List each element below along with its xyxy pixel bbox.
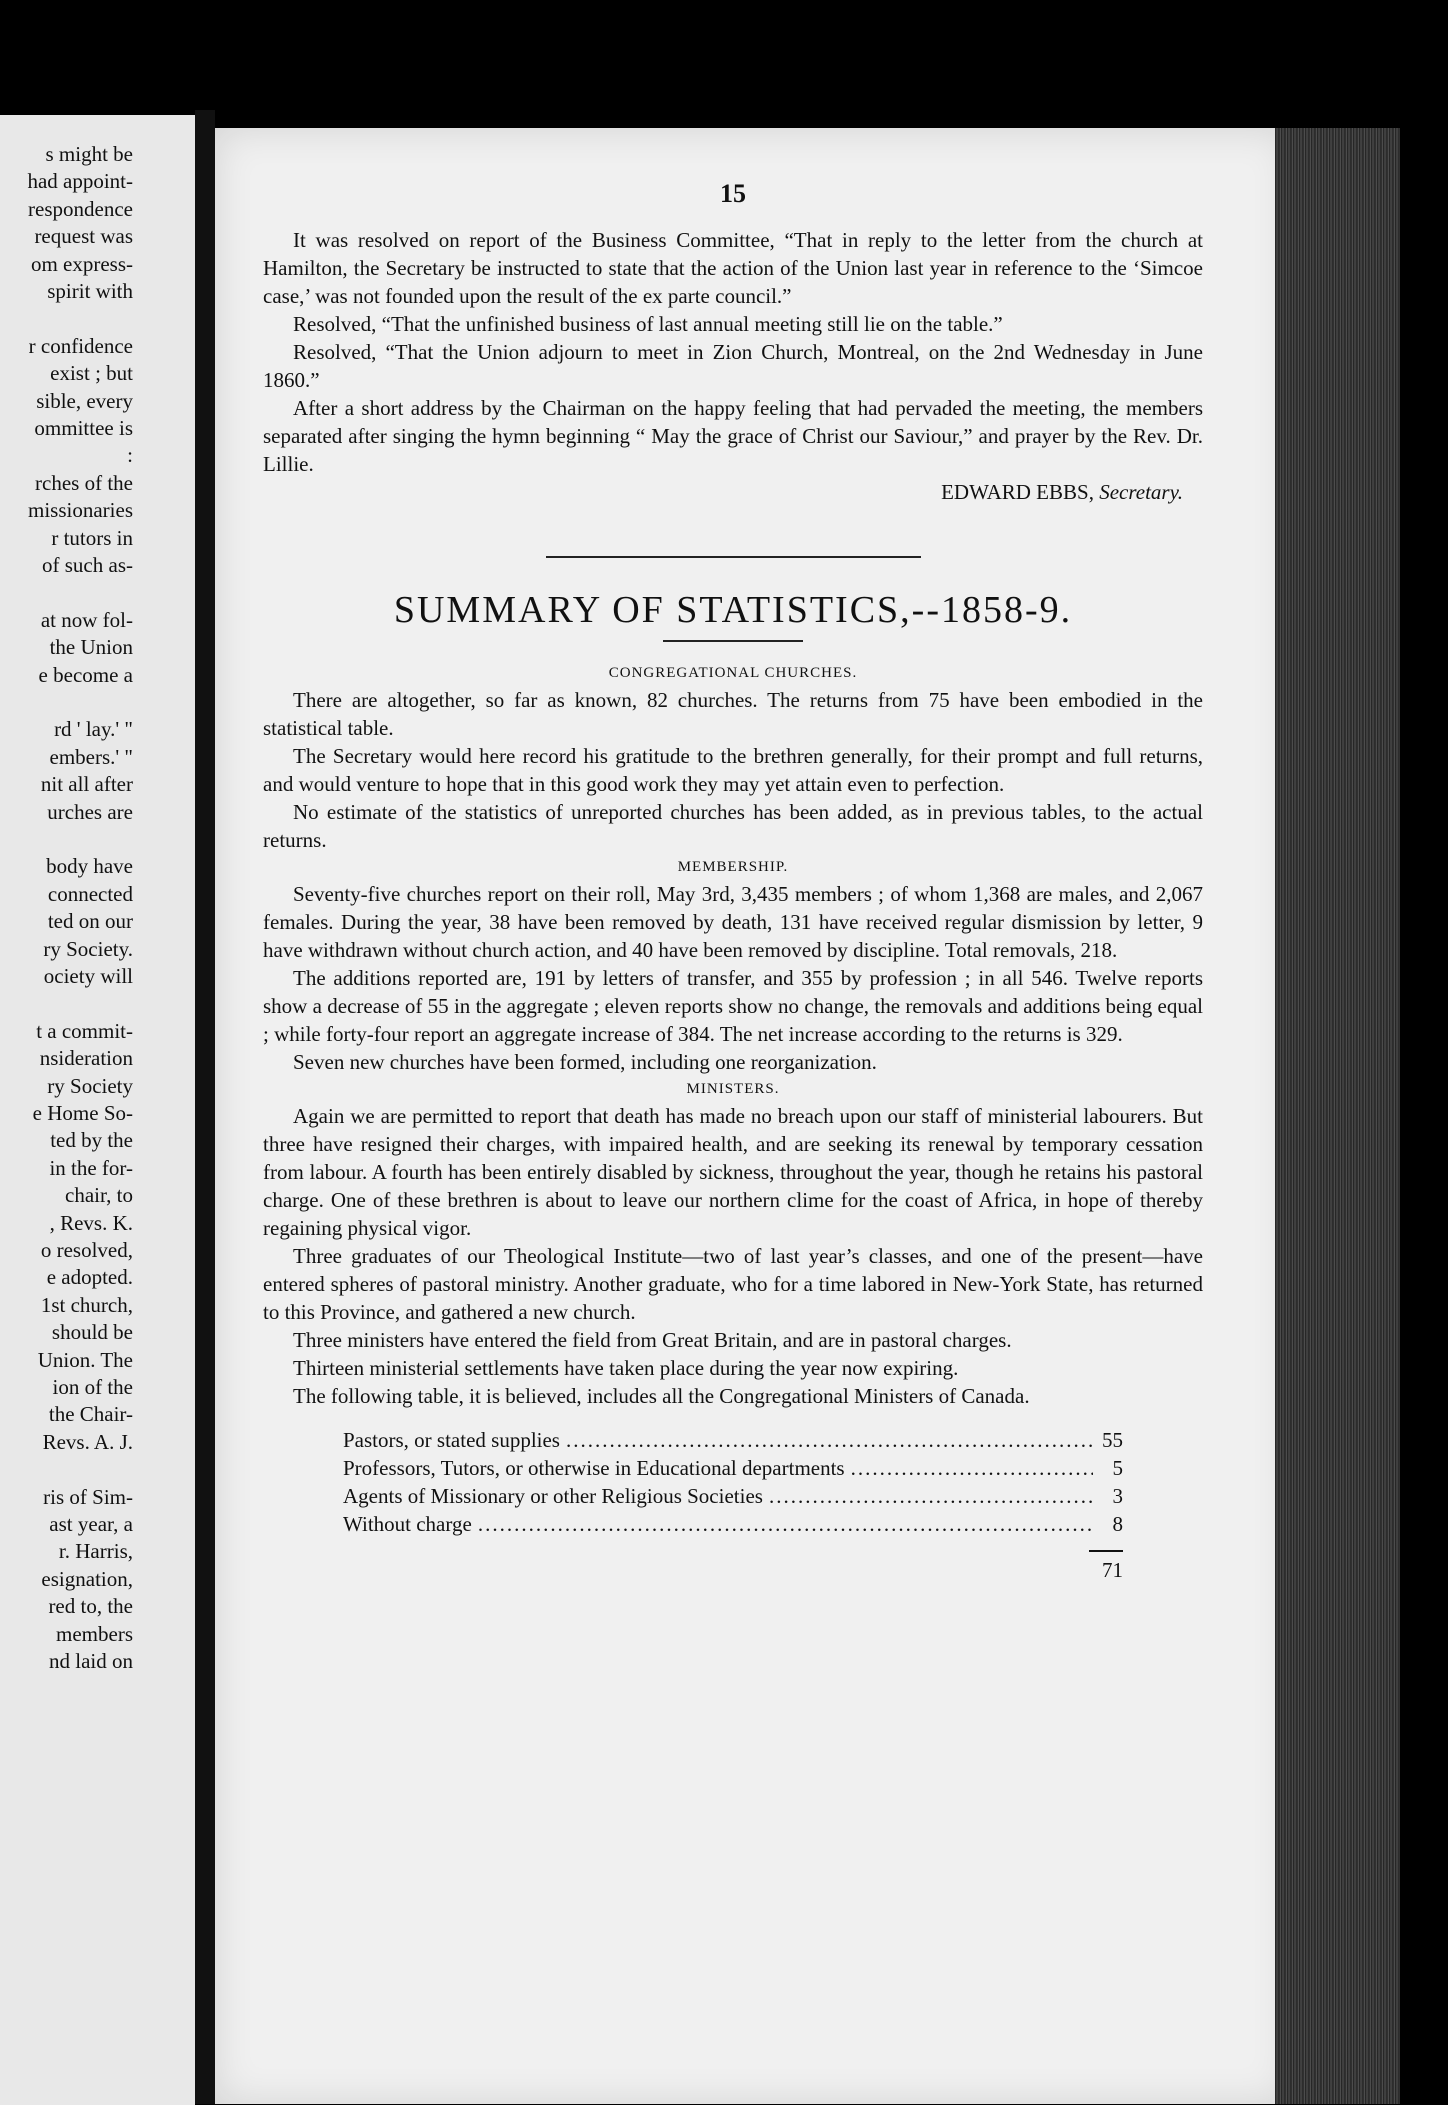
leader-dots	[566, 1426, 1093, 1454]
leader-dots	[478, 1510, 1093, 1538]
paragraph: The Secretary would here record his gratitude to the brethren generally, for their prompt and full returns, and would venture to hope that in this good work they may yet attain even to perfection.	[263, 744, 1203, 796]
left-page-line: e adopted.	[46, 1265, 133, 1290]
left-page-line: om express-	[30, 251, 133, 276]
divider	[663, 640, 803, 642]
table-row	[343, 1482, 1123, 1510]
section-heading: MINISTERS.	[686, 1081, 780, 1097]
left-page-line: :	[127, 443, 133, 468]
row-label: Pastors, or stated supplies	[343, 1428, 560, 1452]
left-page-line: , Revs. K.	[49, 1210, 133, 1235]
paragraph: After a short address by the Chairman on the happy feeling that had pervaded the meeting, the members separated after singing the hymn beginning “ May the grace of Christ our Saviour,” and prayer by the Rev. Dr. Lillie.	[263, 396, 1203, 476]
left-page-line: the Chair-	[48, 1402, 133, 1427]
left-page-line: e Home So-	[32, 1101, 133, 1125]
left-page-line: of such as-	[42, 553, 133, 577]
paragraph: The additions reported are, 191 by letters of transfer, and 355 by profession ; in all 546. Twelve reports show a decrease of 55 in the aggregate ; eleven reports show no change, the removals and additions being equal ; while forty-four report an aggregate increase of 384. The net increase according to the returns is 329.	[263, 966, 1203, 1046]
row-label: Agents of Missionary or other Religious Societies	[343, 1484, 763, 1508]
left-page-line: urches are	[47, 799, 133, 824]
left-page-line: esignation,	[41, 1566, 133, 1591]
left-page-line: ted on our	[47, 909, 133, 934]
left-page-line: r confidence	[28, 333, 133, 358]
paragraph: Again we are permitted to report that death has made no breach upon our staff of ministerial labourers. But three have resigned their charges, with impaired health, and are seeking its renewal by temporary cessation from labour. A fourth has been entirely disabled by sickness, throughout the year, though he retains his pastoral charge. One of these brethren is about to leave our northern clime for the coast of Africa, in hope of thereby regaining physical vigor.	[263, 1104, 1203, 1240]
left-page-line: Union. The	[37, 1347, 133, 1372]
left-page-line: in the for-	[49, 1155, 133, 1180]
opening-paragraphs	[263, 226, 1203, 478]
left-page-line: nd laid on	[49, 1649, 133, 1673]
section-heading: MEMBERSHIP.	[677, 859, 789, 875]
left-page-line: missionaries	[28, 498, 133, 523]
leader-dots	[851, 1454, 1093, 1482]
left-page-line: embers.' "	[49, 744, 133, 769]
row-value: 3	[1112, 1484, 1123, 1508]
left-page-line: ommittee is	[34, 416, 133, 440]
left-page-line: s might be	[45, 142, 133, 166]
divider	[546, 556, 921, 558]
right-background	[1400, 0, 1448, 2104]
left-page-line: nsideration	[39, 1046, 133, 1071]
row-label: Without charge	[343, 1512, 472, 1536]
page-number: 15	[720, 179, 746, 208]
left-page-line: 1st church,	[40, 1292, 133, 1317]
left-page-line: connected	[47, 881, 133, 906]
paragraph: It was resolved on report of the Business Committee, “That in reply to the letter from the church at Hamilton, the Secretary be instructed to state that the action of the Union last year in reference to the ‘Simcoe case,’ was not founded upon the result of the ex parte council.”	[263, 228, 1203, 308]
left-page-line: ry Society	[47, 1073, 133, 1098]
left-page-line: should be	[51, 1320, 133, 1345]
row-value: 5	[1112, 1456, 1123, 1480]
table-row	[343, 1510, 1123, 1538]
table-row	[343, 1426, 1123, 1454]
left-page-line: rches of the	[35, 470, 133, 495]
section-membership	[263, 854, 1203, 1076]
signature-name: EDWARD EBBS,	[941, 480, 1094, 504]
signature-title: Secretary.	[1099, 480, 1183, 504]
left-page-line: ry Society.	[43, 936, 133, 961]
summary-title: SUMMARY OF STATISTICS,--1858-9.	[393, 589, 1073, 631]
left-page-line: ris of Sim-	[43, 1484, 133, 1509]
left-page-line: r. Harris,	[58, 1539, 133, 1564]
left-page-line: ast year, a	[49, 1512, 133, 1536]
left-page-line: red to, the	[48, 1594, 133, 1619]
left-page-line: request was	[34, 224, 133, 249]
paragraph: There are altogether, so far as known, 82 churches. The returns from 75 have been embodied in the statistical table.	[263, 688, 1203, 740]
left-page-line: ted by the	[50, 1128, 133, 1153]
section-heading: CONGREGATIONAL CHURCHES.	[608, 665, 858, 681]
left-facing-page	[0, 115, 195, 2105]
left-page-line: had appoint-	[27, 169, 133, 194]
page-edges	[1275, 128, 1400, 2104]
paragraph: The following table, it is believed, includes all the Congregational Ministers of Canada.	[293, 1384, 1030, 1408]
ministers-table	[343, 1426, 1123, 1584]
left-page-line: o resolved,	[40, 1238, 133, 1262]
signature	[263, 478, 1183, 506]
section-churches	[263, 660, 1203, 854]
row-value: 55	[1102, 1428, 1123, 1452]
paragraph: Seventy-five churches report on their roll, May 3rd, 3,435 members ; of whom 1,368 are males, and 2,067 females. During the year, 38 have been removed by death, 131 have received regular dismission by letter, 9 have withdrawn without church action, and 40 have been removed by discipline. Total removals, 218.	[263, 882, 1203, 962]
paragraph: Resolved, “That the Union adjourn to meet in Zion Church, Montreal, on the 2nd Wednesday in June 1860.”	[263, 340, 1203, 392]
book-gutter	[195, 110, 215, 2104]
left-page-line: e become a	[38, 662, 133, 687]
left-page-line: at now fol-	[40, 607, 133, 632]
left-page-line: respondence	[28, 196, 133, 221]
left-page-line: sible, every	[36, 388, 133, 413]
left-page-line: members	[56, 1621, 133, 1646]
left-page-line: r tutors in	[51, 525, 133, 550]
left-page-line: nit all after	[40, 772, 133, 797]
left-page-line: exist ; but	[50, 361, 133, 386]
section-ministers	[263, 1076, 1203, 1410]
paragraph: Seven new churches have been formed, including one reorganization.	[293, 1050, 877, 1074]
paragraph: Thirteen ministerial settlements have taken place during the year now expiring.	[293, 1356, 959, 1380]
paragraph: Three graduates of our Theological Institute—two of last year’s classes, and one of the present—have entered spheres of pastoral ministry. Another graduate, who for a time labored in New-York State, has returned to this Province, and gathered a new church.	[263, 1244, 1203, 1324]
left-page-line: rd ' lay.' "	[54, 717, 133, 742]
table-row	[343, 1454, 1123, 1482]
paragraph: No estimate of the statistics of unreported churches has been added, as in previous tables, to the actual returns.	[263, 800, 1203, 852]
left-page-line: spirit with	[47, 279, 133, 303]
paragraph: Resolved, “That the unfinished business of last annual meeting still lie on the table.”	[293, 312, 1003, 336]
left-page-line: body have	[46, 854, 133, 879]
left-page-line: the Union	[49, 635, 133, 660]
left-page-line: t a commit-	[36, 1018, 133, 1043]
left-page-line: chair, to	[65, 1183, 133, 1208]
row-label: Professors, Tutors, or otherwise in Educational departments	[343, 1456, 845, 1480]
paragraph: Three ministers have entered the field from Great Britain, and are in pastoral charges.	[293, 1328, 1012, 1352]
page-content	[263, 180, 1203, 1584]
left-page-line: ociety will	[43, 964, 133, 988]
leader-dots	[769, 1482, 1093, 1510]
table-total: 71	[1089, 1550, 1123, 1584]
row-value: 8	[1112, 1512, 1123, 1536]
left-page-line: Revs. A. J.	[42, 1429, 133, 1454]
left-page-line: ion of the	[52, 1375, 133, 1399]
